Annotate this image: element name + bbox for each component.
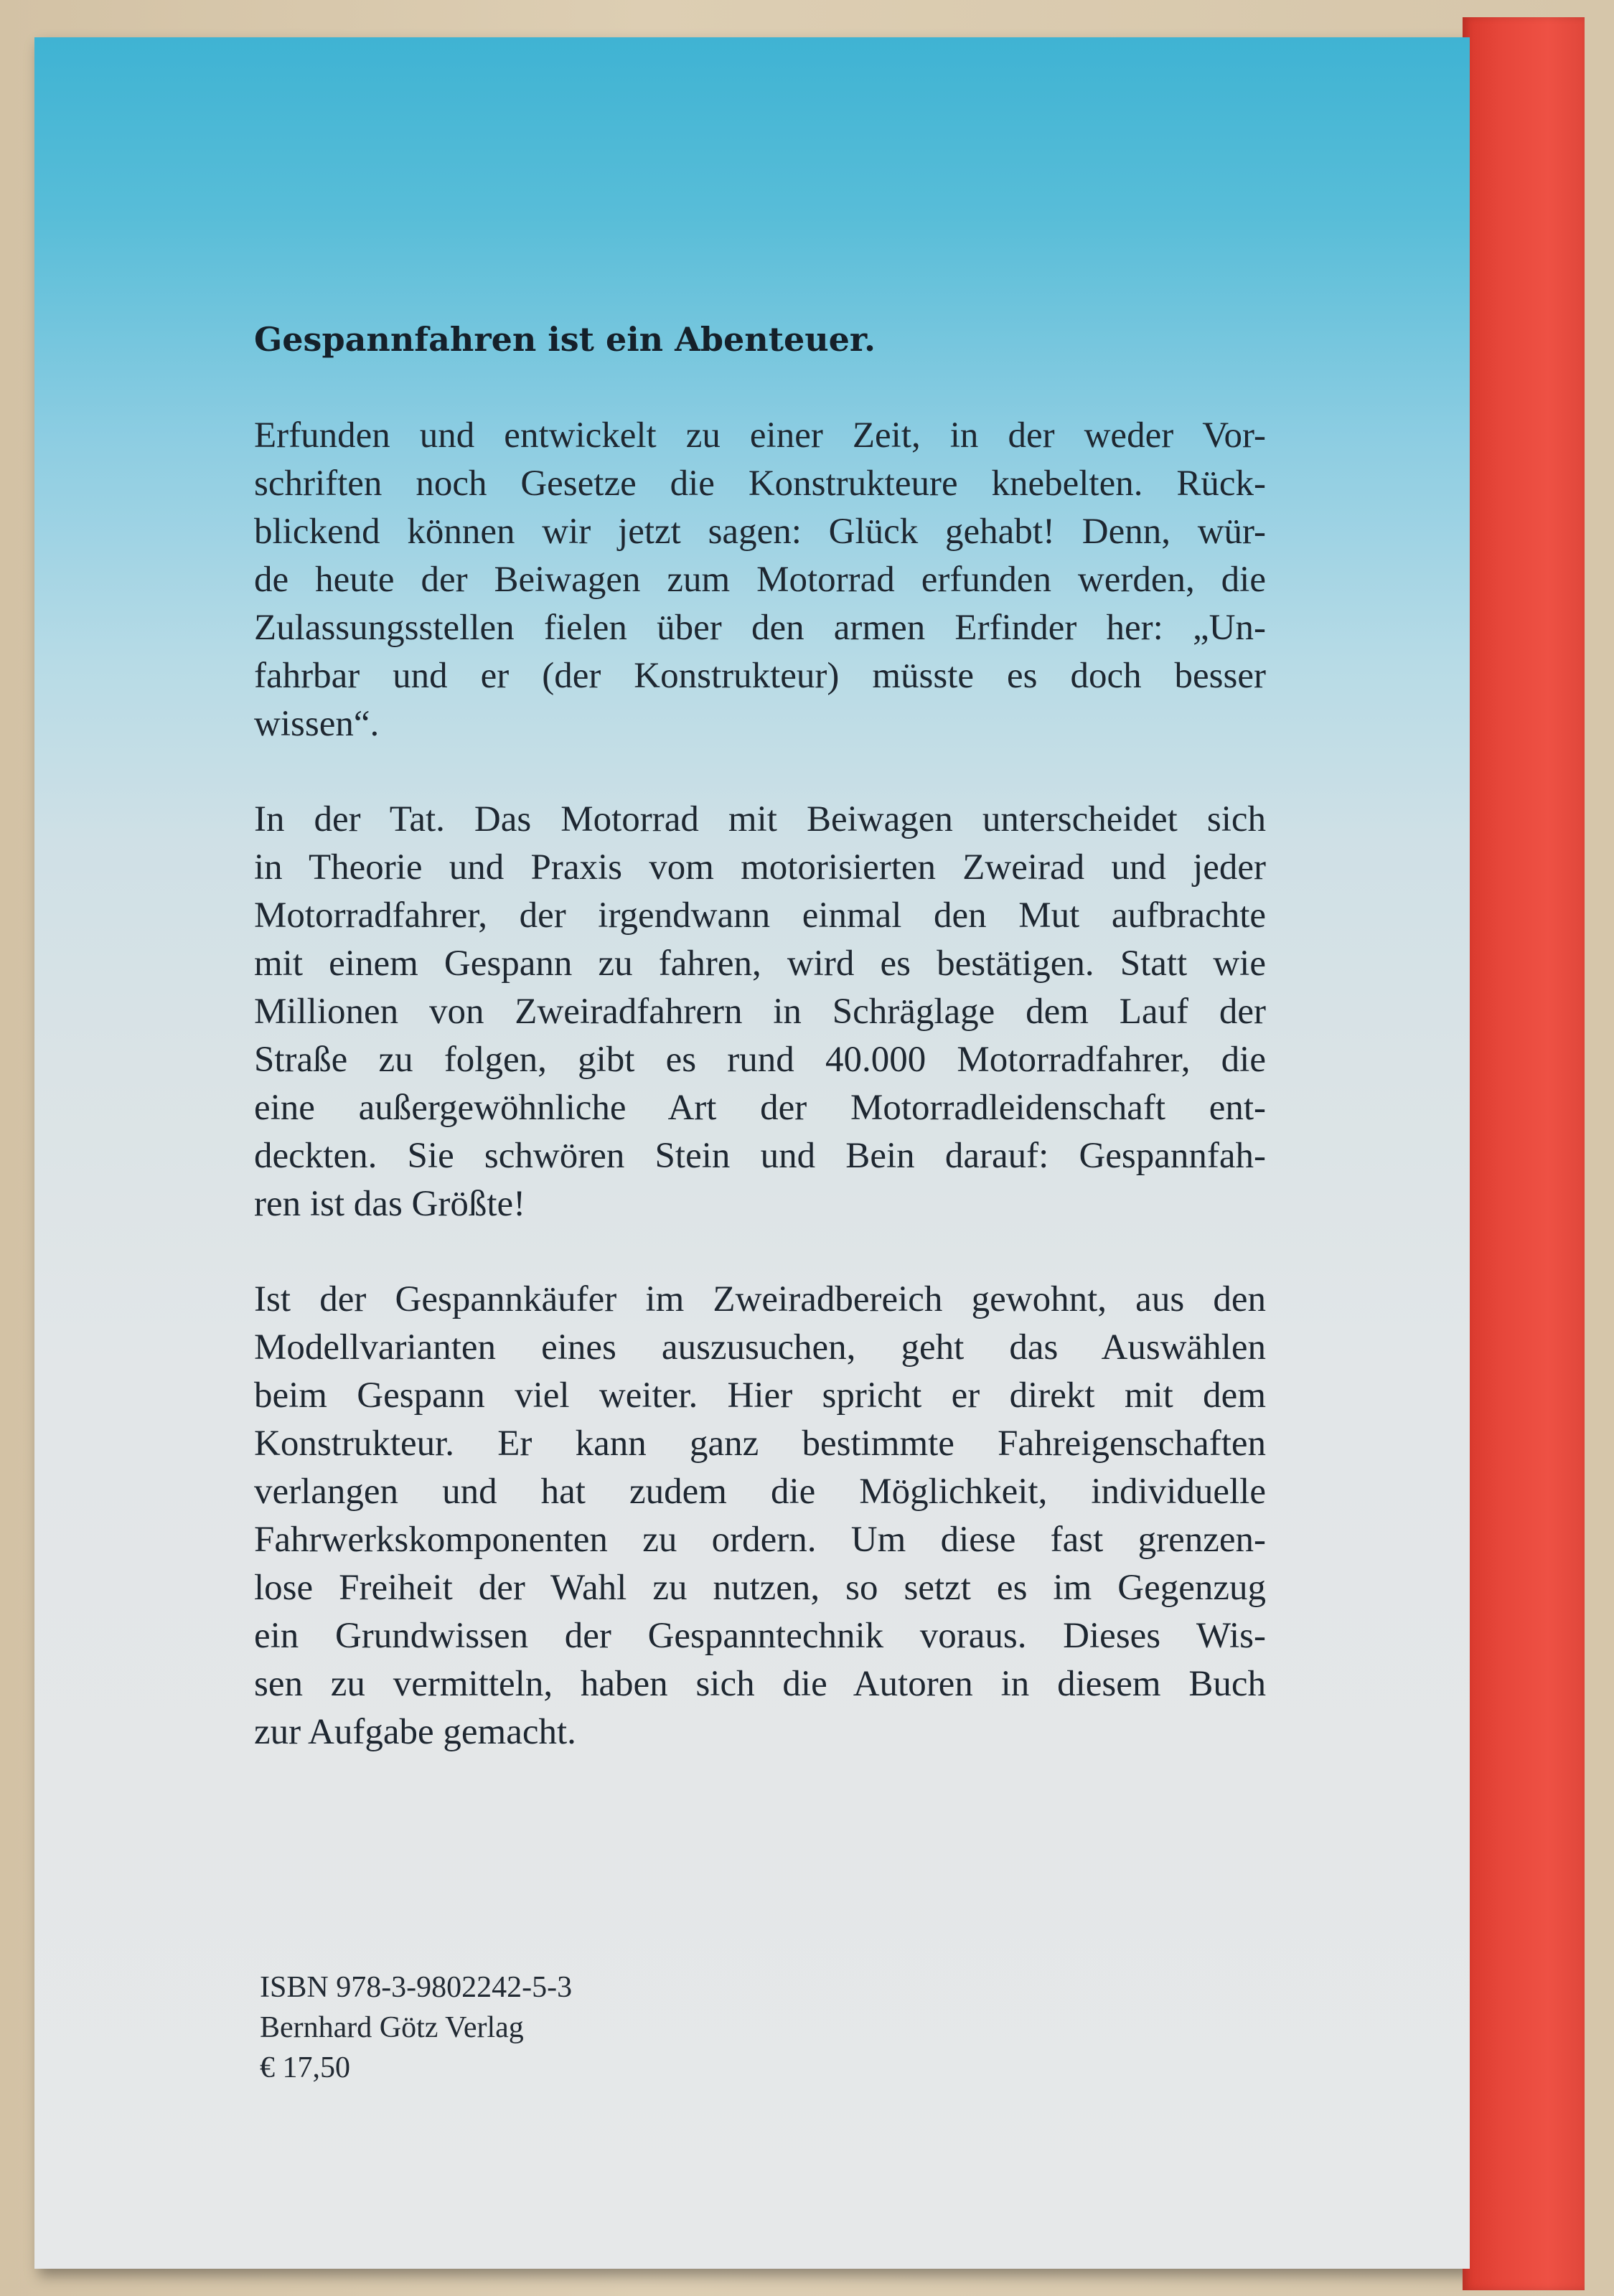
text-line: Modellvarianten eines auszusuchen, geht das Auswählen <box>254 1327 1266 1368</box>
text-line: Konstrukteur. Er kann ganz bestimmte Fahreigenschaften <box>254 1424 1266 1464</box>
text-line: fahrbar und er (der Konstrukteur) müsste es doch besser <box>254 656 1266 696</box>
text-line: eine außergewöhnliche Art der Motorradleidenschaft ent- <box>254 1088 1266 1128</box>
book-spine <box>1463 17 1585 2290</box>
text-line: Millionen von Zweiradfahrern in Schräglage dem Lauf der <box>254 992 1266 1032</box>
headline: Gespannfahren ist ein Abenteuer. <box>254 320 876 359</box>
price: € 17,50 <box>260 2051 350 2084</box>
text-line: In der Tat. Das Motorrad mit Beiwagen unterscheidet sich <box>254 799 1266 839</box>
text-line: Straße zu folgen, gibt es rund 40.000 Motorradfahrer, die <box>254 1040 1266 1080</box>
text-line: ein Grundwissen der Gespanntechnik voraus. Dieses Wis- <box>254 1616 1266 1656</box>
text-line: beim Gespann viel weiter. Hier spricht er direkt mit dem <box>254 1375 1266 1416</box>
text-line: Zulassungsstellen fielen über den armen Erfinder her: „Un- <box>254 608 1266 648</box>
text-line: blickend können wir jetzt sagen: Glück gehabt! Denn, wür- <box>254 512 1266 552</box>
text-line: verlangen und hat zudem die Möglichkeit, individuelle <box>254 1472 1266 1512</box>
text-line: de heute der Beiwagen zum Motorrad erfunden werden, die <box>254 560 1266 600</box>
isbn: ISBN 978-3-9802242-5-3 <box>260 1971 573 2004</box>
text-line: Erfunden und entwickelt zu einer Zeit, in der weder Vor- <box>254 415 1266 456</box>
text-line: mit einem Gespann zu fahren, wird es bestätigen. Statt wie <box>254 944 1266 984</box>
text-line: deckten. Sie schwören Stein und Bein darauf: Gespannfah- <box>254 1136 1266 1176</box>
imprint <box>260 1967 690 2088</box>
paragraph-1 <box>254 412 1266 748</box>
paragraph-3 <box>254 1276 1266 1756</box>
text-line: sen zu vermitteln, haben sich die Autoren in diesem Buch <box>254 1664 1266 1704</box>
text-line: Fahrwerkskomponenten zu ordern. Um diese fast grenzen- <box>254 1520 1266 1560</box>
text-line: in Theorie und Praxis vom motorisierten Zweirad und jeder <box>254 847 1266 888</box>
blurb-text <box>254 316 1266 1804</box>
publisher: Bernhard Götz Verlag <box>260 2011 524 2044</box>
text-line: ren ist das Größte! <box>254 1184 526 1224</box>
text-line: lose Freiheit der Wahl zu nutzen, so setzt es im Gegenzug <box>254 1568 1266 1608</box>
text-line: zur Aufgabe gemacht. <box>254 1712 576 1752</box>
text-line: Ist der Gespannkäufer im Zweiradbereich gewohnt, aus den <box>254 1279 1266 1319</box>
text-line: wissen“. <box>254 704 380 744</box>
paragraph-2 <box>254 796 1266 1228</box>
text-line: Motorradfahrer, der irgendwann einmal den Mut aufbrachte <box>254 895 1266 936</box>
text-line: schriften noch Gesetze die Konstrukteure knebelten. Rück- <box>254 464 1266 504</box>
